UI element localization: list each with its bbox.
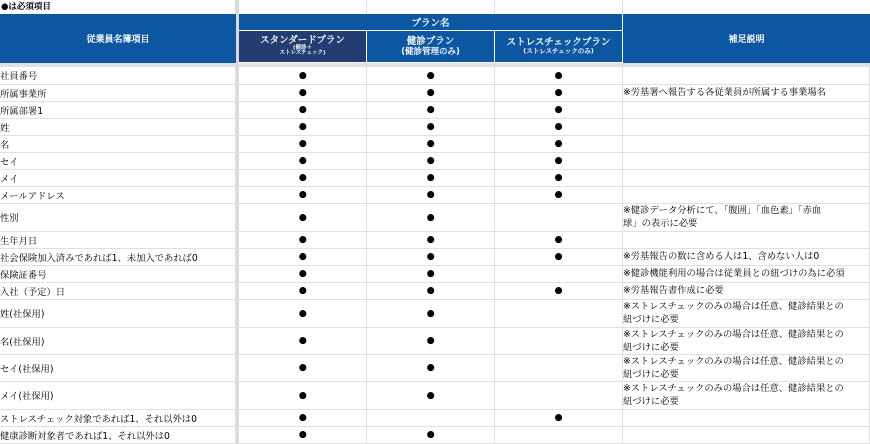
header-plan-group: プラン名 bbox=[239, 14, 623, 31]
standard-mark[interactable]: ● bbox=[239, 381, 367, 409]
kenshin-mark[interactable]: ● bbox=[367, 299, 495, 327]
stress-mark[interactable]: ● bbox=[495, 231, 623, 248]
item-name[interactable]: ストレスチェック対象であれば1、それ以外は0 bbox=[0, 409, 236, 426]
note-cell[interactable]: ※労基報告の数に含める人は1、含めない人は0 bbox=[622, 248, 869, 265]
note-line: 紐づけに必要 bbox=[622, 341, 679, 353]
note-line: ※ストレスチェックのみの場合は任意、健診結果との bbox=[622, 383, 844, 394]
plan-description: (ストレスチェックのみ) bbox=[523, 47, 594, 56]
kenshin-mark[interactable]: ● bbox=[367, 248, 495, 265]
stress-mark[interactable]: ● bbox=[495, 101, 623, 118]
standard-mark[interactable]: ● bbox=[239, 101, 367, 118]
note-cell[interactable] bbox=[622, 152, 869, 169]
stress-mark[interactable] bbox=[495, 203, 623, 231]
table-row bbox=[0, 135, 870, 152]
kenshin-mark[interactable]: ● bbox=[367, 118, 495, 135]
kenshin-mark[interactable]: ● bbox=[367, 282, 495, 299]
stress-mark[interactable] bbox=[495, 381, 623, 409]
note-cell[interactable] bbox=[622, 426, 869, 443]
standard-mark[interactable]: ● bbox=[239, 186, 367, 203]
standard-mark[interactable]: ● bbox=[239, 248, 367, 265]
note-line: ※ストレスチェックのみの場合は任意、健診結果との bbox=[622, 301, 844, 312]
note-line: ※ストレスチェックのみの場合は任意、健診結果との bbox=[622, 328, 844, 340]
table-row bbox=[0, 169, 870, 186]
note-cell[interactable]: ※労基署へ報告する各従業員が所属する事業場名 bbox=[622, 84, 869, 101]
note-line: 球」の表示に必要 bbox=[622, 218, 698, 229]
kenshin-mark[interactable] bbox=[367, 409, 495, 426]
stress-mark[interactable]: ● bbox=[495, 135, 623, 152]
note-line: 紐づけに必要 bbox=[622, 368, 679, 380]
kenshin-mark[interactable]: ● bbox=[367, 354, 495, 381]
table-row bbox=[0, 231, 870, 248]
gridline bbox=[495, 0, 623, 14]
header-plan-standard bbox=[239, 31, 367, 63]
note-line: ※健診データ分析にて、「腹囲」「血色素」「赤血 bbox=[622, 205, 822, 216]
item-name[interactable]: メイ(社保用) bbox=[0, 381, 236, 409]
standard-mark[interactable]: ● bbox=[239, 67, 367, 84]
stress-mark[interactable]: ● bbox=[495, 409, 623, 426]
kenshin-mark[interactable]: ● bbox=[367, 426, 495, 443]
note-cell[interactable] bbox=[622, 101, 869, 118]
note-cell[interactable] bbox=[622, 186, 869, 203]
note-cell[interactable] bbox=[622, 381, 869, 409]
item-name[interactable]: 社会保険加入済みであれば1、未加入であれば0 bbox=[0, 248, 236, 265]
kenshin-mark[interactable]: ● bbox=[367, 203, 495, 231]
standard-mark[interactable]: ● bbox=[239, 282, 367, 299]
stress-mark[interactable]: ● bbox=[495, 282, 623, 299]
stress-mark[interactable]: ● bbox=[495, 186, 623, 203]
stress-mark[interactable]: ● bbox=[495, 67, 623, 84]
header-plan-stress bbox=[495, 31, 623, 63]
table-row bbox=[0, 409, 870, 426]
table-row bbox=[0, 203, 870, 231]
gridline bbox=[239, 0, 367, 14]
table-row bbox=[0, 84, 870, 101]
plan-name: ストレスチェックプラン bbox=[506, 36, 611, 48]
header-notes-column: 補足説明 bbox=[623, 14, 870, 63]
note-cell[interactable]: ※労基報告書作成に必要 bbox=[622, 282, 869, 299]
table-row bbox=[0, 67, 870, 84]
stress-mark[interactable]: ● bbox=[495, 169, 623, 186]
table-row bbox=[0, 186, 870, 203]
item-name[interactable]: 性別 bbox=[0, 203, 236, 231]
note-line: ※ストレスチェックのみの場合は任意、健診結果との bbox=[622, 355, 844, 367]
item-name[interactable]: メイ bbox=[0, 169, 236, 186]
table-row bbox=[0, 354, 870, 381]
standard-mark[interactable]: ● bbox=[239, 118, 367, 135]
plan-description: (健診管理のみ) bbox=[401, 47, 460, 58]
standard-mark[interactable]: ● bbox=[239, 327, 367, 354]
item-name[interactable]: 所属部署1 bbox=[0, 101, 236, 118]
plan-name: 健診プラン bbox=[406, 35, 455, 47]
item-name[interactable]: 健康診断対象者であれば1、それ以外は0 bbox=[0, 426, 236, 443]
table-row bbox=[0, 265, 870, 282]
note-cell[interactable] bbox=[622, 299, 869, 327]
table-row bbox=[0, 327, 870, 354]
stress-mark[interactable] bbox=[495, 265, 623, 282]
stress-mark[interactable]: ● bbox=[495, 248, 623, 265]
note-cell[interactable] bbox=[622, 327, 869, 354]
kenshin-mark[interactable]: ● bbox=[367, 327, 495, 354]
item-name[interactable]: 社員番号 bbox=[0, 67, 236, 84]
table-row bbox=[0, 299, 870, 327]
note-line: 紐づけに必要 bbox=[622, 314, 679, 325]
note-cell[interactable] bbox=[622, 203, 869, 231]
table-row bbox=[0, 381, 870, 409]
kenshin-mark[interactable]: ● bbox=[367, 381, 495, 409]
item-name[interactable]: 名 bbox=[0, 135, 236, 152]
kenshin-mark[interactable]: ● bbox=[367, 265, 495, 282]
stress-mark[interactable]: ● bbox=[495, 152, 623, 169]
table-row bbox=[0, 282, 870, 299]
item-name[interactable]: 姓 bbox=[0, 118, 236, 135]
stress-mark[interactable] bbox=[495, 426, 623, 443]
item-name[interactable]: 名(社保用) bbox=[0, 327, 236, 354]
standard-mark[interactable]: ● bbox=[239, 169, 367, 186]
stress-mark[interactable] bbox=[495, 299, 623, 327]
stress-mark[interactable] bbox=[495, 354, 623, 381]
table-row bbox=[0, 101, 870, 118]
item-name[interactable]: 所属事業所 bbox=[0, 84, 236, 101]
required-legend: ●は必須項目 bbox=[1, 2, 51, 12]
table-row bbox=[0, 118, 870, 135]
standard-mark[interactable]: ● bbox=[239, 426, 367, 443]
gridline bbox=[0, 0, 236, 14]
header-plan-kenshin bbox=[367, 31, 495, 63]
stress-mark[interactable] bbox=[495, 327, 623, 354]
item-name[interactable]: セイ(社保用) bbox=[0, 354, 236, 381]
note-cell[interactable] bbox=[622, 169, 869, 186]
table-row bbox=[0, 152, 870, 169]
stress-mark[interactable]: ● bbox=[495, 118, 623, 135]
note-cell[interactable] bbox=[622, 354, 869, 381]
item-name[interactable]: メールアドレス bbox=[0, 186, 236, 203]
gridline bbox=[367, 0, 495, 14]
item-name[interactable]: 保険証番号 bbox=[0, 265, 236, 282]
plan-description: (健診＋ ストレスチェック) bbox=[279, 44, 326, 57]
standard-mark[interactable]: ● bbox=[239, 203, 367, 231]
note-cell[interactable] bbox=[622, 67, 869, 84]
note-cell[interactable] bbox=[622, 409, 869, 426]
header-item-column: 従業員名簿項目 bbox=[0, 14, 236, 63]
standard-mark[interactable]: ● bbox=[239, 354, 367, 381]
note-cell[interactable] bbox=[622, 135, 869, 152]
kenshin-mark[interactable]: ● bbox=[367, 101, 495, 118]
standard-mark[interactable]: ● bbox=[239, 231, 367, 248]
kenshin-mark[interactable]: ● bbox=[367, 135, 495, 152]
item-name[interactable]: セイ bbox=[0, 152, 236, 169]
kenshin-mark[interactable]: ● bbox=[367, 152, 495, 169]
note-cell[interactable]: ※健診機能利用の場合は従業員との紐づけの為に必須 bbox=[622, 265, 869, 282]
kenshin-mark[interactable]: ● bbox=[367, 67, 495, 84]
item-name[interactable]: 生年月日 bbox=[0, 231, 236, 248]
plan-name: スタンダードプラン bbox=[260, 34, 345, 46]
standard-mark[interactable]: ● bbox=[239, 299, 367, 327]
kenshin-mark[interactable]: ● bbox=[367, 231, 495, 248]
note-cell[interactable] bbox=[622, 118, 869, 135]
kenshin-mark[interactable]: ● bbox=[367, 84, 495, 101]
standard-mark[interactable]: ● bbox=[239, 265, 367, 282]
standard-mark[interactable]: ● bbox=[239, 152, 367, 169]
standard-mark[interactable]: ● bbox=[239, 135, 367, 152]
item-name[interactable]: 姓(社保用) bbox=[0, 299, 236, 327]
note-cell[interactable] bbox=[622, 231, 869, 248]
stress-mark[interactable]: ● bbox=[495, 84, 623, 101]
note-line: 紐づけに必要 bbox=[622, 396, 679, 407]
standard-mark[interactable]: ● bbox=[239, 409, 367, 426]
kenshin-mark[interactable]: ● bbox=[367, 186, 495, 203]
table-row bbox=[0, 248, 870, 265]
employee-items-table bbox=[0, 67, 870, 444]
standard-mark[interactable]: ● bbox=[239, 84, 367, 101]
kenshin-mark[interactable]: ● bbox=[367, 169, 495, 186]
table-row bbox=[0, 426, 870, 443]
item-name[interactable]: 入社（予定）日 bbox=[0, 282, 236, 299]
